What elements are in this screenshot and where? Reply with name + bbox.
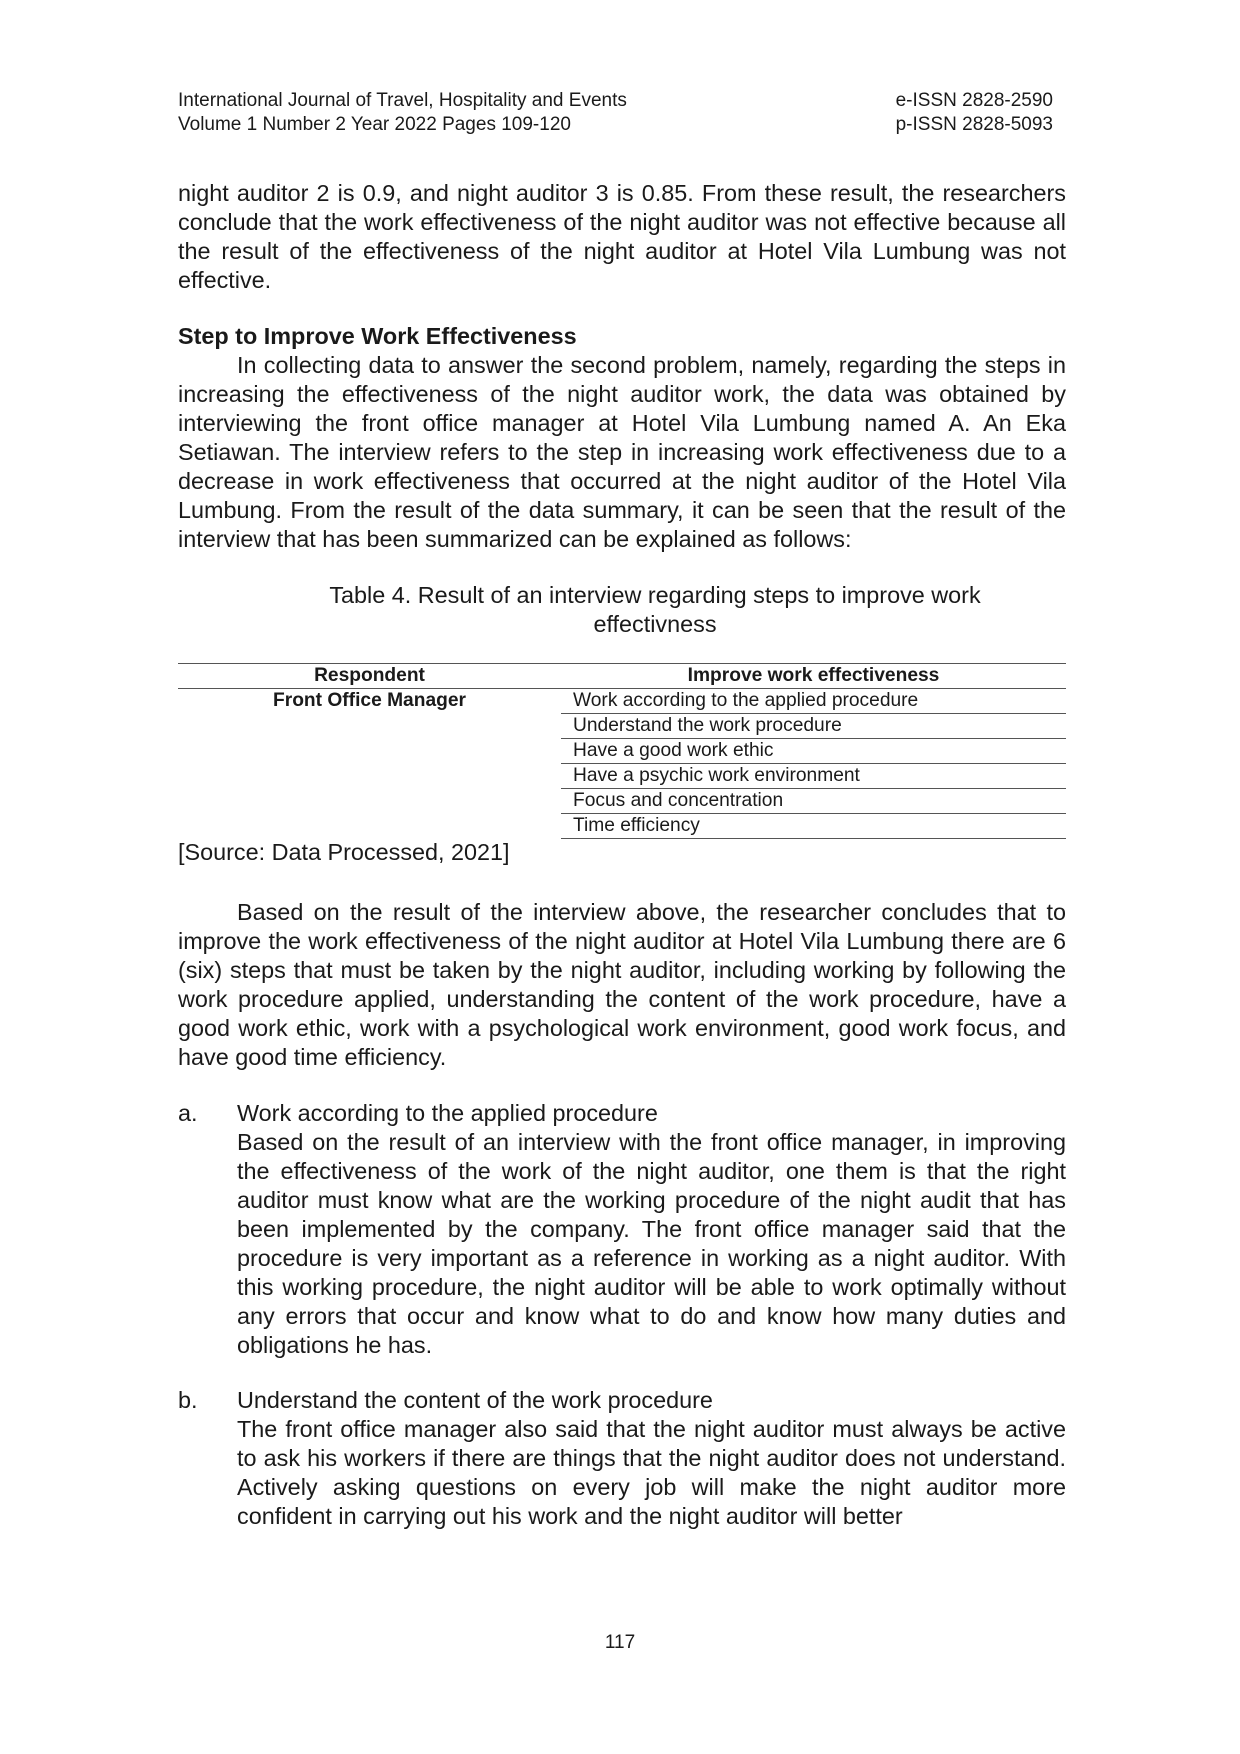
conclusion-paragraph: Based on the result of the interview above, the researcher concludes that to improve the work effectiveness of the night auditor at Hotel Vila Lumbung there are 6 (six) steps that must be taken by the night auditor, including working by following the work procedure applied, understanding the content of the work procedure, have a good work ethic, work with a psychological work environment, good work focus, and have good time efficiency. [178,899,1066,1070]
header-right [896,89,1053,137]
table-caption: Table 4. Result of an interview regarding steps to improve work effectivness [329,582,981,637]
table-header-row [178,664,1066,689]
section-paragraph: In collecting data to answer the second problem, namely, regarding the steps in increasing the effectiveness of the night auditor work, the data was obtained by interviewing the front office manager at Hotel Vila Lumbung named A. An Eka Setiawan. The interview refers to the step in increasing work effectiveness due to a decrease in work effectiveness that occurred at the night auditor of the Hotel Vila Lumbung. From the result of the data summary, it can be seen that the result of the interview that has been summarized can be explained as follows: [178,352,1066,552]
respondent-cell: Front Office Manager [273,690,466,711]
table-cell: Have a good work ethic [561,739,1066,764]
intro-paragraph: night auditor 2 is 0.9, and night auditor 3 is 0.85. From these result, the researchers conclude that the work effectiveness of the night auditor was not effective because all the result of the effectiveness of the night auditor at Hotel Vila Lumbung was not effective. [178,180,1066,293]
list-item-text: Based on the result of an interview with the front office manager, in improving the effectiveness of the work of the night auditor, one them is that the right auditor must know what are the working procedure of the night audit that has been implemented by the company. The front office manager said that the procedure is very important as a reference in working as a night auditor. With this working procedure, the night auditor will be able to work optimally without any errors that occur and know what to do and know how many duties and obligations he has. [237,1129,1066,1358]
header-improve: Improve work effectiveness [561,664,1066,689]
list-body [237,1386,1066,1531]
page-number: 117 [604,1632,636,1653]
table-cell: Focus and concentration [561,789,1066,814]
table-cell: Time efficiency [561,814,1066,839]
list-marker: a. [178,1100,198,1126]
list-body [237,1099,1066,1360]
table-cell: Have a psychic work environment [561,764,1066,789]
eissn: e-ISSN 2828-2590 [895,90,1053,111]
table-cell: Understand the work procedure [561,714,1066,739]
running-header [178,89,1053,137]
list-item-title: Understand the content of the work procedure [237,1387,713,1413]
list-marker: b. [178,1387,198,1413]
pissn: p-ISSN 2828-5093 [895,114,1053,135]
list-item-text: The front office manager also said that the night auditor must always be active to ask his workers if there are things that the night auditor does not understand. Actively asking questions on every job will make the night auditor more confident in carrying out his work and the night auditor will better [237,1416,1066,1529]
header-respondent: Respondent [178,664,561,689]
list-item [178,1099,1066,1360]
volume-info: Volume 1 Number 2 Year 2022 Pages 109-120 [178,114,571,135]
header-left [178,89,627,137]
section-heading: Step to Improve Work Effectiveness [178,323,577,349]
results-table [178,663,1066,839]
list-item [178,1386,1066,1531]
table-cell: Work according to the applied procedure [561,689,1066,714]
journal-title: International Journal of Travel, Hospitality and Events [178,90,627,111]
list-item-title: Work according to the applied procedure [237,1100,658,1126]
table-row [178,689,1066,714]
table-source: [Source: Data Processed, 2021] [178,839,510,865]
